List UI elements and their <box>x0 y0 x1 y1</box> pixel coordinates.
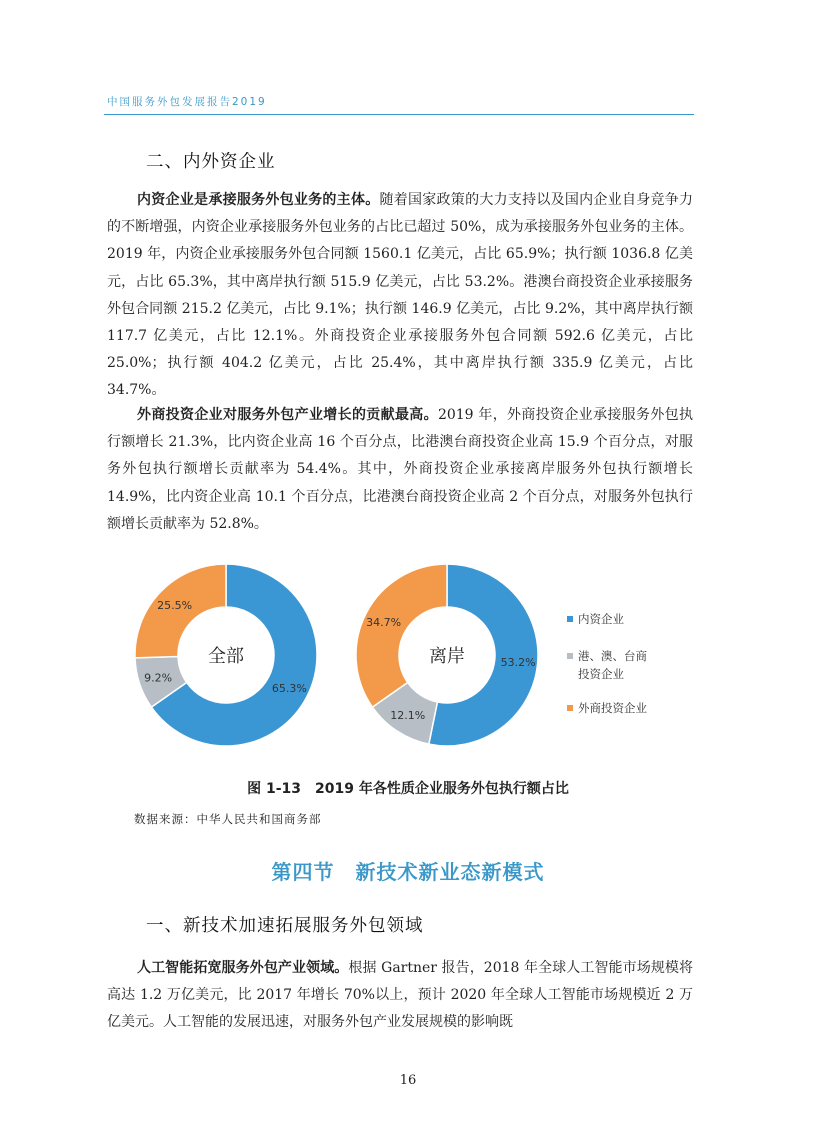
paragraph-foreign-contribution <box>107 402 693 538</box>
chart-legend <box>567 612 647 715</box>
paragraph-ai <box>107 955 693 1037</box>
running-title: 中国服务外包发展报告2019 <box>107 96 267 108</box>
donut-slice <box>356 564 447 707</box>
donut-center-label: 离岸 <box>429 646 465 667</box>
legend-label: 外商投资企业 <box>578 701 647 715</box>
figure-source: 数据来源：中华人民共和国商务部 <box>134 812 322 826</box>
paragraph-lead: 人工智能拓宽服务外包产业领域。 <box>137 960 349 976</box>
section-title: 第四节 新技术新业态新模式 <box>271 860 545 884</box>
figure-caption: 图 1-13 2019 年各性质企业服务外包执行额占比 <box>247 781 569 797</box>
page-number: 16 <box>399 1073 417 1088</box>
paragraph-lead: 外商投资企业对服务外包产业增长的贡献最高。 <box>137 407 438 423</box>
paragraph-body: 根据 Gartner 报告，2018 年全球人工智能市场规模将高达 1.2 万亿美元，比 2017 年增长 70%以上，预计 2020 年全球人工智能市场规模近 2 万亿美元。人工智能的发展迅速，对服务外包产业发展规模的影响既 <box>107 960 694 1031</box>
legend-swatch <box>567 616 573 622</box>
paragraph-domestic-enterprises <box>107 187 693 405</box>
legend-swatch <box>567 705 573 711</box>
header-rule <box>104 114 694 115</box>
paragraph-body: 2019 年，外商投资企业承接服务外包执行额增长 21.3%，比内资企业高 16 个百分点，比港澳台商投资企业高 15.9 个百分点，对服务外包执行额增长贡献率为 54.4%。其中，外商投资企业承接离岸服务外包执行额增长 14.9%，比内资企业高 10.1 个百分点，比港澳台商投资企业高 2 个百分点，对服务外包执行额增长贡献率为 52.8%。 <box>107 407 693 532</box>
slice-value-label: 25.5% <box>157 599 193 613</box>
donut-charts-figure <box>0 555 816 765</box>
slice-value-label: 12.1% <box>390 708 426 722</box>
subsection-heading: 一、新技术加速拓展服务外包领域 <box>146 916 424 936</box>
paragraph-lead: 内资企业是承接服务外包业务的主体。 <box>137 192 380 208</box>
section-heading: 二、内外资企业 <box>146 152 276 172</box>
legend-label: 港、澳、台商 <box>578 649 647 663</box>
paragraph-body: 随着国家政策的大力支持以及国内企业自身竞争力的不断增强，内资企业承接服务外包业务的占比已超过 50%，成为承接服务外包业务的主体。2019 年，内资企业承接服务外包合同额 1560.1 亿美元，占比 65.9%；执行额 1036.8 亿美元，占比 65.3%，其中离岸执行额 515.9 亿美元，占比 53.2%。港澳台商投资企业承接服务外包合同额 215.2 亿美元，占比 9.1%；执行额 146.9 亿美元，占比 9.2%，其中离岸执行额 117.7 亿美元，占比 12.1%。外商投资企业承接服务外包合同额 592.6 亿美元，占比 25.0%；执行额 404.2 亿美元，占比 25.4%，其中离岸执行额 335.9 亿美元，占比 34.7%。 <box>107 192 694 399</box>
donut-chart-offshore <box>356 564 538 746</box>
slice-value-label: 9.2% <box>144 671 173 685</box>
legend-swatch <box>567 653 573 659</box>
legend-label: 投资企业 <box>578 667 624 681</box>
donut-center-label: 全部 <box>208 646 244 667</box>
legend-label: 内资企业 <box>578 612 624 626</box>
slice-value-label: 34.7% <box>366 615 402 629</box>
donut-chart-all <box>135 564 317 746</box>
slice-value-label: 65.3% <box>271 682 307 696</box>
slice-value-label: 53.2% <box>500 656 536 670</box>
